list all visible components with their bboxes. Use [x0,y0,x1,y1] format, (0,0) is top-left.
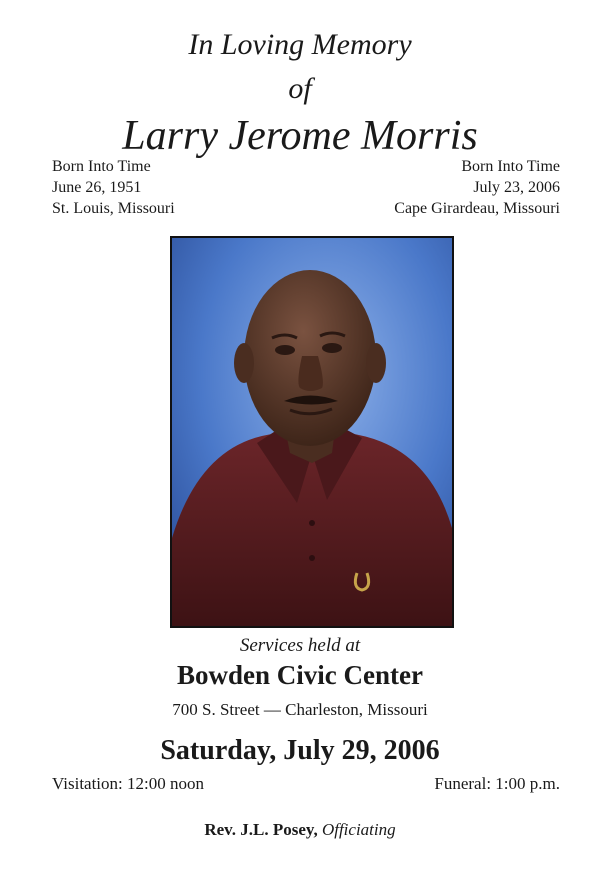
birth-label: Born Into Time [52,158,151,175]
officiant [0,820,600,840]
portrait-photo [170,236,454,628]
death-date: July 23, 2006 [473,179,560,196]
heading-line-2: of [288,72,312,105]
birth-place: St. Louis, Missouri [52,200,175,217]
deceased-name: Larry Jerome Morris [122,113,478,159]
funeral-time: Funeral: 1:00 p.m. [434,774,560,793]
service-date: Saturday, July 29, 2006 [160,735,440,766]
services-label: Services held at [239,635,361,656]
death-label: Born Into Time [461,158,560,175]
officiant-role: Officiating [321,820,396,839]
death-place: Cape Girardeau, Missouri [394,200,560,217]
heading-line-1: In Loving Memory [188,28,412,61]
portrait-illustration [172,238,452,626]
visitation-time: Visitation: 12:00 noon [52,774,204,793]
death-info [394,156,560,219]
venue-address: 700 S. Street — Charleston, Missouri [172,700,428,719]
birth-date: June 26, 1951 [52,179,142,196]
birth-info [52,156,175,219]
officiant-name: Rev. J.L. Posey, [204,820,318,839]
venue-name: Bowden Civic Center [177,660,423,690]
